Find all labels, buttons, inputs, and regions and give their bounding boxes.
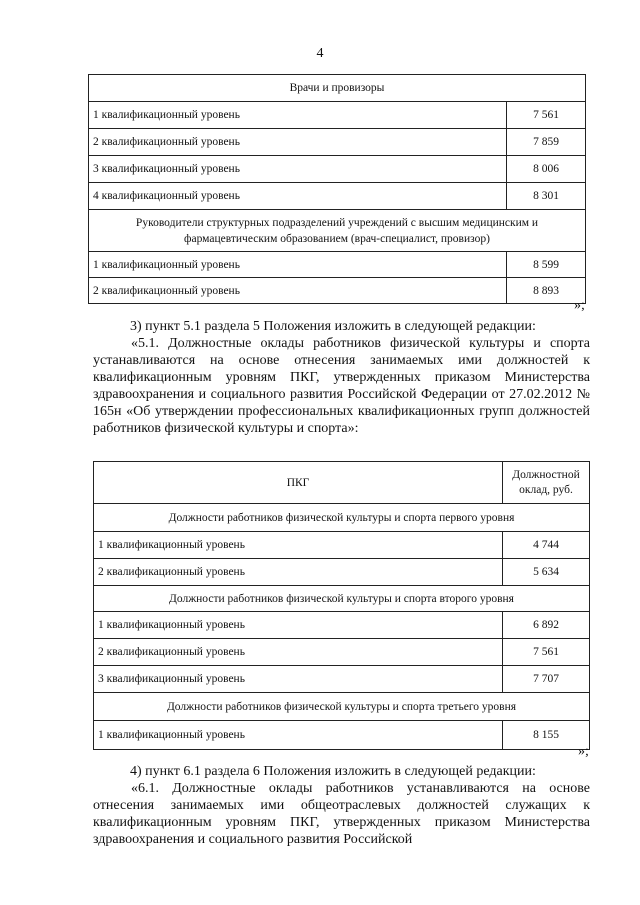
value-cell: 7 561 [503,639,590,666]
level-cell: 3 квалификационный уровень [94,666,503,693]
value-cell: 6 892 [503,612,590,639]
level-cell: 1 квалификационный уровень [94,721,503,750]
group-header: Врачи и провизоры [89,75,586,102]
page-number: 4 [316,46,324,61]
item3-text: «5.1. Должностные оклады работников физической культуры и спорта устанавливаются на основе отнесения занимаемых ими должностей к квалификационным уровням ПКГ, утвержденных приказом Министерства здравоохранения и социального развития Российской Федерации от 27.02.2012 № 165н «Об утверждении профессиональных квалификационных групп должностей работников физической культуры и спорта»: [93,336,590,436]
value-cell: 8 599 [507,252,586,278]
closing-quote: »; [574,298,585,313]
value-cell: 7 707 [503,666,590,693]
salary-table-doctors [88,74,586,304]
group-header: Должности работников физической культуры и спорта второго уровня [94,586,590,612]
salary-table-sport [93,461,590,750]
value-cell: 8 893 [507,278,586,304]
item3-intro: 3) пункт 5.1 раздела 5 Положения изложить в следующей редакции: [130,319,536,334]
value-cell: 5 634 [503,559,590,586]
col-header-pkg: ПКГ [94,462,503,504]
level-cell: 3 квалификационный уровень [89,156,507,183]
level-cell: 2 квалификационный уровень [89,278,507,304]
item4-text: «6.1. Должностные оклады работников устанавливаются на основе отнесения занимаемых ими общеотраслевых должностей служащих к квалификационным уровням ПКГ, утвержденных приказом Министерства здравоохранения и социального развития Российской [93,781,590,847]
level-cell: 2 квалификационный уровень [94,559,503,586]
value-cell: 7 561 [507,102,586,129]
level-cell: 1 квалификационный уровень [89,252,507,278]
value-cell: 8 301 [507,183,586,210]
level-cell: 1 квалификационный уровень [89,102,507,129]
level-cell: 2 квалификационный уровень [94,639,503,666]
item4-intro: 4) пункт 6.1 раздела 6 Положения изложить в следующей редакции: [130,764,536,779]
level-cell: 1 квалификационный уровень [94,532,503,559]
closing-quote: »; [578,744,589,759]
value-cell: 4 744 [503,532,590,559]
value-cell: 8 006 [507,156,586,183]
level-cell: 2 квалификационный уровень [89,129,507,156]
group-header: Должности работников физической культуры и спорта третьего уровня [94,693,590,721]
group-header: Должности работников физической культуры и спорта первого уровня [94,504,590,532]
level-cell: 1 квалификационный уровень [94,612,503,639]
col-header-salary: Должностной оклад, руб. [503,462,590,504]
value-cell: 8 155 [503,721,590,750]
level-cell: 4 квалификационный уровень [89,183,507,210]
value-cell: 7 859 [507,129,586,156]
group-header: Руководители структурных подразделений учреждений с высшим медицинским и фармацевтическим образованием (врач-специалист, провизор) [89,210,586,252]
